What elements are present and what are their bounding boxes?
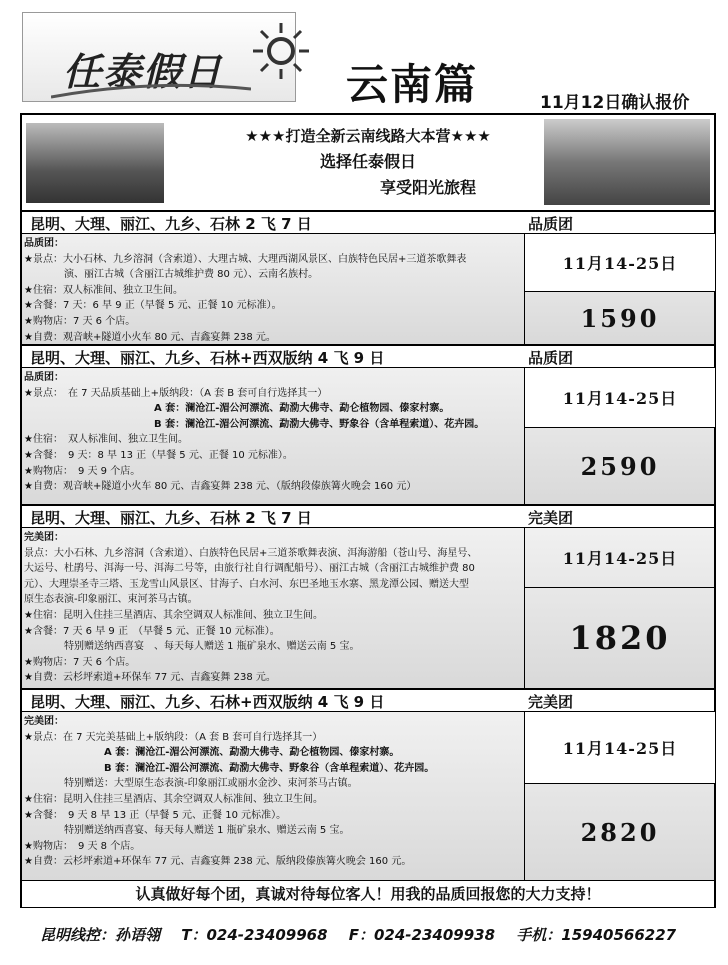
tour-grade: 完美团 [528, 509, 574, 527]
price-column [524, 528, 715, 688]
desc-line: ★住宿：昆明入住挂三星酒店、其余空调双人标准间、独立卫生间。 [24, 793, 323, 805]
desc-line: ★购物店：7 天 6 个店。 [24, 656, 136, 668]
departure-dates: 11月14-25日 [525, 712, 715, 784]
contact-line [40, 924, 720, 945]
contact-name: 昆明线控：孙语翎 [40, 926, 161, 944]
page-title: 云南篇 [346, 60, 479, 109]
tour-section-4 [22, 688, 714, 880]
desc-line: 完美团： [24, 716, 64, 727]
desc-line: 完美团： [24, 532, 64, 543]
desc-line: ★住宿： 双人标准间、独立卫生间。 [24, 434, 188, 446]
desc-line: 品质团： [24, 372, 64, 383]
desc-line: ★自费：观音峡+隧道小火车 80 元、吉鑫宴舞 238 元。 [24, 331, 276, 343]
desc-line: 特别赠送纳西喜宴、每天每人赠送 1 瓶矿泉水、赠送云南 5 宝。 [24, 825, 350, 837]
desc-line: ★住宿：昆明入住挂三星酒店、其余空调双人标准间、独立卫生间。 [24, 609, 323, 621]
banner [22, 115, 714, 210]
desc-line: 特别赠送：大型原生态表演-印象丽江或丽水金沙、束河茶马古镇。 [24, 778, 358, 790]
section-header [22, 344, 714, 368]
route-title: 昆明、大理、丽江、九乡、石林+西双版纳 4 飞 9 日 [30, 349, 385, 367]
desc-line: ★自费：云杉坪索道+环保车 77 元、吉鑫宴舞 238 元、版纳段傣族篝火晚会 160 元。 [24, 856, 412, 868]
quote-date: 11月12日确认报价 [540, 93, 690, 113]
tour-description [24, 370, 522, 495]
desc-line: ★购物店：7 天 6 个店。 [24, 315, 136, 327]
desc-line: A 套：澜沧江-湄公河漂流、勐泐大佛寺、勐仑植物园、傣家村寨。 [24, 747, 400, 759]
desc-line: 演、丽江古城（含丽江古城维护费 80 元）、云南名族村。 [24, 269, 319, 281]
price-column [524, 368, 715, 504]
price-column [524, 234, 715, 344]
desc-line: 特别赠送纳西喜宴 、每天每人赠送 1 瓶矿泉水、赠送云南 5 宝。 [24, 641, 360, 653]
desc-line: 大运号、杜鹃号、洱海一号、洱海二号等，由旅行社自行调配船号）、丽江古城（含丽江古城维护费 80 [24, 563, 475, 575]
price: 2820 [580, 817, 660, 847]
price: 1820 [569, 619, 671, 657]
contact-fax: F：024-23409938 [348, 926, 496, 944]
footer-slogan: 认真做好每个团，真诚对待每位客人！用我的品质回报您的大力支持！ [22, 880, 714, 907]
desc-line: ★含餐：7 天 6 早 9 正 （早餐 5 元、正餐 10 元标准）。 [24, 625, 280, 637]
desc-line: ★住宿：双人标准间、独立卫生间。 [24, 284, 183, 296]
banner-subtitle: 选择任泰假日 [319, 152, 416, 171]
desc-line: 原生态表演-印象丽江、束河茶马古镇。 [24, 594, 198, 606]
desc-line: B 套：澜沧江-湄公河漂流、勐泐大佛寺、野象谷（含单程索道）、花卉园。 [24, 762, 435, 774]
tour-grade: 品质团 [528, 215, 574, 233]
tour-description [24, 714, 522, 870]
desc-line: ★景点：大小石林、九乡溶洞（含索道）、大理古城、大理西湖风景区、白族特色民居+三道茶歌舞表 [24, 253, 467, 265]
tour-section-3 [22, 504, 714, 688]
tour-description [24, 530, 522, 686]
logo [22, 12, 296, 102]
price: 2590 [580, 451, 660, 481]
tour-description [24, 236, 522, 345]
desc-line: ★景点：在 7 天完美基础上+版纳段：（A 套 B 套可自行选择其一） [24, 731, 323, 743]
sun-icon [251, 21, 311, 81]
section-header [22, 210, 714, 234]
departure-dates: 11月14-25日 [525, 368, 715, 428]
contact-tel: T：024-23409968 [181, 926, 328, 944]
desc-line: 元）、大理崇圣寺三塔、玉龙雪山风景区、甘海子、白水河、东巴圣地玉水寨、黑龙潭公园、赠送大型 [24, 578, 469, 590]
desc-line: ★景点： 在 7 天品质基础上+版纳段：（A 套 B 套可自行选择其一） [24, 387, 328, 399]
departure-dates: 11月14-25日 [525, 234, 715, 292]
desc-line: ★含餐： 9 天：8 早 13 正（早餐 5 元、正餐 10 元标准）。 [24, 449, 293, 461]
header [0, 0, 728, 112]
desc-line: ★含餐： 9 天 8 早 13 正（早餐 5 元、正餐 10 元标准）。 [24, 809, 287, 821]
tour-section-1 [22, 210, 714, 344]
section-header [22, 688, 714, 712]
banner-slogan: ★★★打造全新云南线路大本营★★★ [245, 127, 491, 145]
route-title: 昆明、大理、丽江、九乡、石林 2 飞 7 日 [30, 509, 312, 527]
swoosh-icon [51, 83, 251, 99]
desc-line: ★购物店： 9 天 8 个店。 [24, 840, 141, 852]
section-header [22, 504, 714, 528]
desc-line: ★购物店： 9 天 9 个店。 [24, 465, 141, 477]
logo-text: 任泰假日 [63, 49, 224, 94]
route-title: 昆明、大理、丽江、九乡、石林+西双版纳 4 飞 9 日 [30, 693, 385, 711]
desc-line: A 套：澜沧江-湄公河漂流、勐泐大佛寺、勐仑植物园、傣家村寨。 [24, 403, 450, 415]
route-title: 昆明、大理、丽江、九乡、石林 2 飞 7 日 [30, 215, 312, 233]
contact-mobile: 手机：15940566227 [516, 926, 677, 944]
desc-line: ★自费：观音峡+隧道小火车 80 元、吉鑫宴舞 238 元、（版纳段傣族篝火晚会 160 元） [24, 481, 417, 493]
tour-grade: 完美团 [528, 693, 574, 711]
desc-line: B 套：澜沧江-湄公河漂流、勐泐大佛寺、野象谷（含单程索道）、花卉园。 [24, 418, 485, 430]
tour-grade: 品质团 [528, 349, 574, 367]
desc-line: 景点：大小石林、九乡溶洞（含索道）、白族特色民居+三道茶歌舞表演、洱海游船（苍山号、海星号、 [24, 547, 478, 559]
desc-line: ★自费：云杉坪索道+环保车 77 元、吉鑫宴舞 238 元。 [24, 672, 276, 684]
price: 1590 [580, 303, 660, 333]
departure-dates: 11月14-25日 [525, 528, 715, 588]
desc-line: ★含餐：7 天：6 早 9 正（早餐 5 元、正餐 10 元标准）。 [24, 300, 282, 312]
tour-section-2 [22, 344, 714, 504]
price-column [524, 712, 715, 880]
desc-line: 品质团： [24, 238, 64, 249]
banner-tagline: 享受阳光旅程 [379, 178, 476, 197]
